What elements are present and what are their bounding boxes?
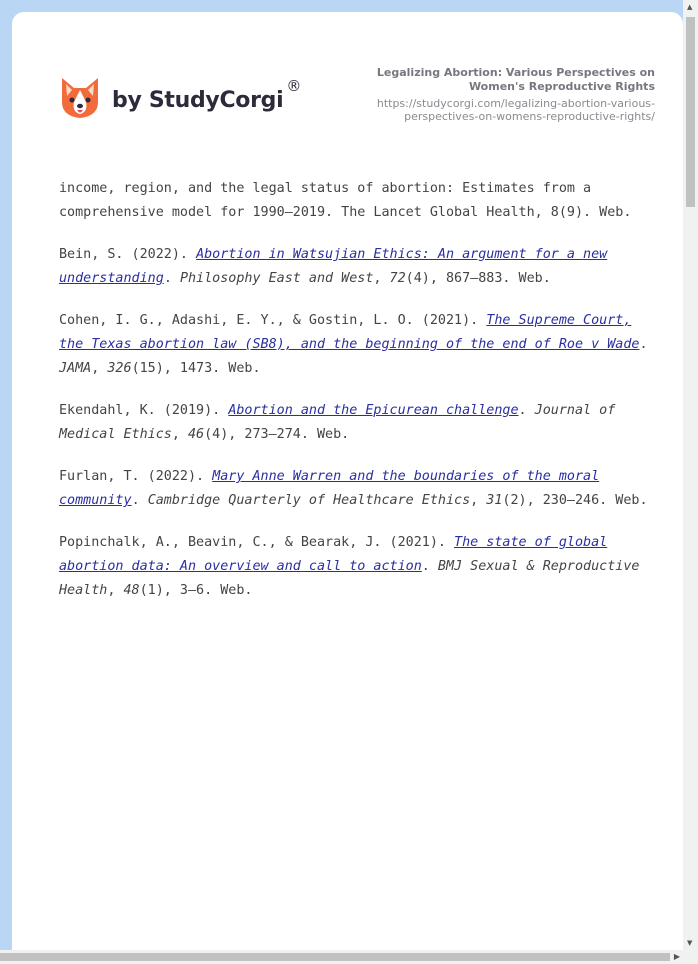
reference-link[interactable]: Abortion and the Epicurean challenge bbox=[228, 403, 519, 418]
volume-number: 46 bbox=[188, 427, 205, 442]
vertical-scrollbar[interactable] bbox=[683, 0, 698, 950]
volume-number: 31 bbox=[486, 493, 503, 508]
journal-name: Philosophy East and West bbox=[179, 271, 374, 286]
journal-name: BMJ Sexual & Reproductive Health bbox=[59, 559, 640, 598]
volume-number: 72 bbox=[389, 271, 406, 286]
scroll-up-icon[interactable]: ▲ bbox=[687, 3, 693, 11]
vertical-scroll-thumb[interactable] bbox=[686, 17, 695, 207]
document-title: Legalizing Abortion: Various Perspectives on Women's Reproductive Rights bbox=[376, 66, 655, 93]
reference-link[interactable]: The state of global abortion data: An overview and call to action bbox=[59, 535, 608, 574]
reference-link[interactable]: The Supreme Court, the Texas abortion law (SB8), and the beginning of the end of Roe v Wade bbox=[59, 313, 640, 352]
document-header bbox=[325, 66, 655, 123]
scroll-down-icon[interactable]: ▼ bbox=[687, 939, 693, 947]
horizontal-scroll-thumb[interactable] bbox=[0, 953, 670, 961]
reference-link[interactable]: Abortion in Watsujian Ethics: An argument for a new understanding bbox=[59, 247, 608, 286]
horizontal-scrollbar[interactable] bbox=[0, 950, 698, 964]
studycorgi-logo[interactable] bbox=[60, 76, 301, 120]
reference-item: income, region, and the legal status of abortion: Estimates from a comprehensive model for 1990–2019. The Lancet Global Health, 8(9). Web. bbox=[59, 181, 632, 220]
reference-list bbox=[59, 177, 659, 621]
reference-item: Furlan, T. (2022). Mary Anne Warren and the boundaries of the moral community. Cambridge Quarterly of Healthcare Ethics, 31(2), 230–246. Web. bbox=[59, 469, 648, 508]
reference-item: Cohen, I. G., Adashi, E. Y., & Gostin, L. O. (2021). The Supreme Court, the Texas abortion law (SB8), and the beginning of the end of Roe v Wade. JAMA, 326(15), 1473. Web. bbox=[59, 313, 648, 376]
journal-name: Journal of Medical Ethics bbox=[59, 403, 616, 442]
scroll-right-icon[interactable]: ▶ bbox=[673, 952, 680, 961]
corgi-icon bbox=[60, 76, 100, 120]
reference-item: Ekendahl, K. (2019). Abortion and the Epicurean challenge. Journal of Medical Ethics, 46(4), 273–274. Web. bbox=[59, 403, 616, 442]
reference-link[interactable]: Mary Anne Warren and the boundaries of the moral community bbox=[59, 469, 600, 508]
volume-number: 48 bbox=[123, 583, 140, 598]
registered-mark: ® bbox=[286, 77, 302, 95]
brand-name: by StudyCorgi bbox=[112, 87, 284, 113]
document-page bbox=[12, 12, 683, 952]
reference-item: Popinchalk, A., Beavin, C., & Bearak, J. (2021). The state of global abortion data: An overview and call to action. BMJ Sexual & Reproductive Health, 48(1), 3–6. Web. bbox=[59, 535, 640, 598]
journal-name: Cambridge Quarterly of Healthcare Ethics bbox=[147, 493, 471, 508]
journal-name: JAMA bbox=[59, 361, 92, 376]
document-url[interactable]: https://studycorgi.com/legalizing-abortion-various-perspectives-on-womens-reproductive-rights/ bbox=[376, 97, 655, 123]
reference-item: Bein, S. (2022). Abortion in Watsujian Ethics: An argument for a new understanding. Philosophy East and West, 72(4), 867–883. Web. bbox=[59, 247, 608, 286]
volume-number: 326 bbox=[107, 361, 132, 376]
